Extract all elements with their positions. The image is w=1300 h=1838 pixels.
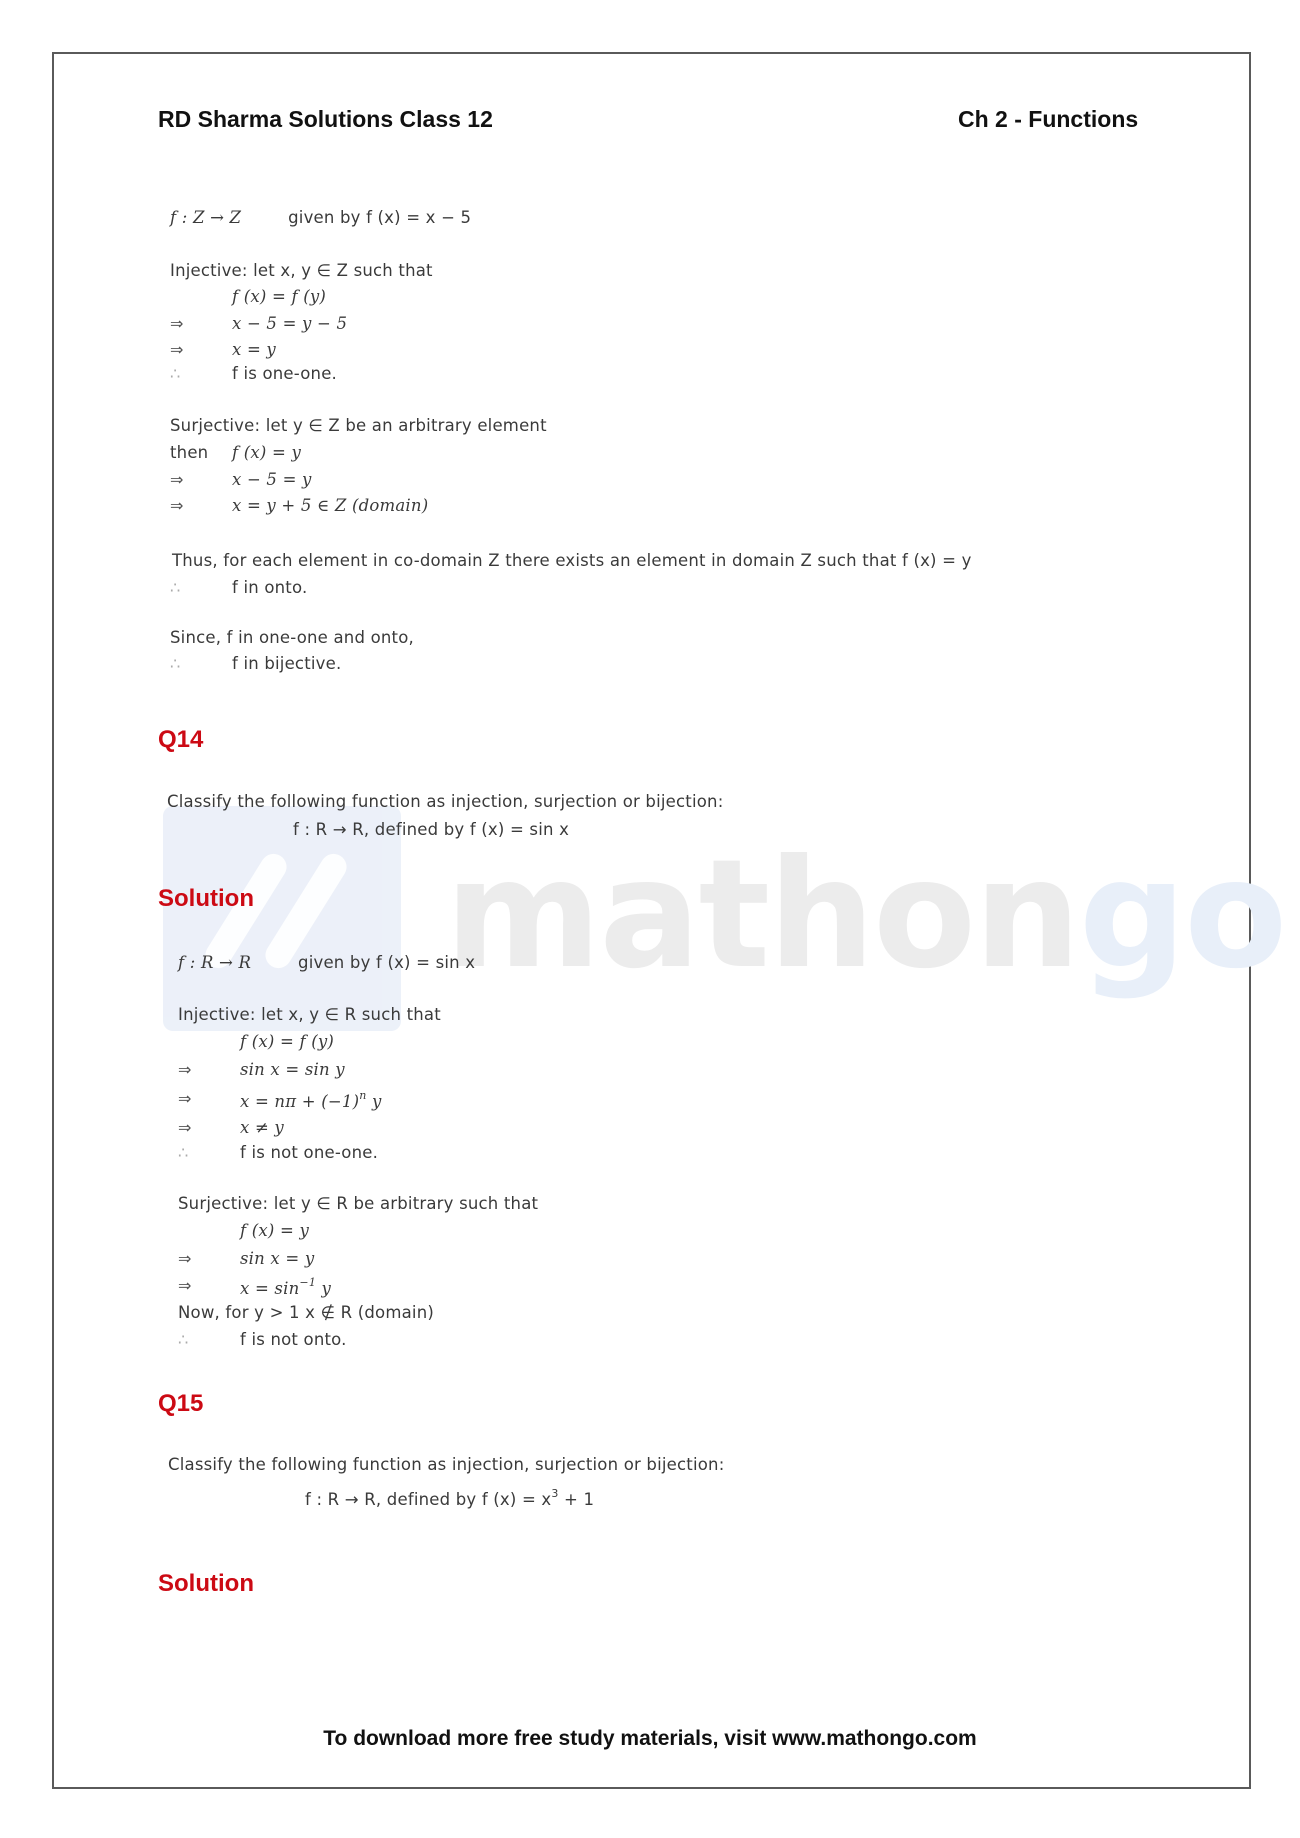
q14-inj-step-1: f (x) = f (y) bbox=[240, 1032, 334, 1051]
q13-onto-conclusion: f in onto. bbox=[232, 578, 308, 597]
therefore-icon: ∴ bbox=[170, 654, 181, 673]
q14-surj-step-3-base: x = sin bbox=[240, 1279, 300, 1298]
q14-inj-step-3-tail: y bbox=[366, 1092, 382, 1111]
q13-surj-step-1: x − 5 = y bbox=[232, 470, 312, 489]
q14-inj-step-3-base: x = nπ + (−1) bbox=[240, 1092, 360, 1111]
q15-function bbox=[305, 1487, 594, 1509]
q15-solution-label: Solution bbox=[158, 1570, 254, 1597]
q13-surjective-intro: Surjective: let y ∈ Z be an arbitrary element bbox=[170, 416, 547, 435]
q13-definition bbox=[170, 208, 471, 227]
q14-injective-intro: Injective: let x, y ∈ R such that bbox=[178, 1005, 441, 1024]
q14-surj-step-1: f (x) = y bbox=[240, 1221, 309, 1240]
q13-given: given by f (x) = x − 5 bbox=[288, 208, 472, 227]
q14-surj-step-3-tail: y bbox=[316, 1279, 331, 1298]
q13-inj-conclusion: f is one-one. bbox=[232, 364, 337, 383]
q13-then-expr: f (x) = y bbox=[232, 443, 301, 462]
watermark-logo-box bbox=[163, 806, 401, 1031]
q14-question: Classify the following function as injection, surjection or bijection: bbox=[167, 792, 724, 811]
therefore-icon: ∴ bbox=[178, 1330, 189, 1349]
watermark-text bbox=[445, 828, 1286, 1002]
q13-since-statement: Since, f in one-one and onto, bbox=[170, 628, 414, 647]
q13-bijective-conclusion: f in bijective. bbox=[232, 654, 342, 673]
therefore-icon: ∴ bbox=[170, 578, 181, 597]
q15-function-base: f : R → R, defined by f (x) = x bbox=[305, 1490, 552, 1509]
q13-thus-statement: Thus, for each element in co-domain Z there exists an element in domain Z such that f (x) = y bbox=[172, 551, 972, 570]
q14-inj-step-4: x ≠ y bbox=[240, 1118, 284, 1137]
q14-map: f : R → R bbox=[178, 953, 252, 972]
implies-icon: ⇒ bbox=[170, 496, 184, 515]
header-book-title: RD Sharma Solutions Class 12 bbox=[158, 106, 493, 132]
q14-now-statement: Now, for y > 1 x ∉ R (domain) bbox=[178, 1303, 434, 1322]
q14-definition bbox=[178, 953, 475, 972]
q13-then-label: then bbox=[170, 443, 209, 462]
implies-icon: ⇒ bbox=[170, 470, 184, 489]
q14-surj-step-2: sin x = y bbox=[240, 1249, 315, 1268]
therefore-icon: ∴ bbox=[170, 364, 181, 383]
q14-inj-step-3 bbox=[240, 1089, 381, 1111]
implies-icon: ⇒ bbox=[178, 1249, 192, 1268]
q14-label: Q14 bbox=[158, 726, 204, 753]
q14-function: f : R → R, defined by f (x) = sin x bbox=[293, 820, 570, 839]
q14-surj-step-3-sup: −1 bbox=[299, 1276, 317, 1289]
q13-inj-step-3: x = y bbox=[232, 340, 276, 359]
q13-injective-intro: Injective: let x, y ∈ Z such that bbox=[170, 261, 433, 280]
q15-question: Classify the following function as injection, surjection or bijection: bbox=[168, 1455, 725, 1474]
q15-function-tail: + 1 bbox=[558, 1490, 595, 1509]
q14-inj-step-3-sup: n bbox=[359, 1089, 367, 1102]
q14-surj-step-3 bbox=[240, 1276, 331, 1298]
q13-surj-step-2: x = y + 5 ∈ Z (domain) bbox=[232, 496, 429, 515]
q14-solution-label: Solution bbox=[158, 885, 254, 912]
implies-icon: ⇒ bbox=[178, 1118, 192, 1137]
q13-inj-step-2: x − 5 = y − 5 bbox=[232, 314, 348, 333]
q14-given: given by f (x) = sin x bbox=[298, 953, 476, 972]
implies-icon: ⇒ bbox=[170, 340, 184, 359]
implies-icon: ⇒ bbox=[170, 314, 184, 333]
q14-inj-step-2: sin x = sin y bbox=[240, 1060, 345, 1079]
q14-surjective-intro: Surjective: let y ∈ R be arbitrary such that bbox=[178, 1194, 539, 1213]
q14-surj-conclusion: f is not onto. bbox=[240, 1330, 347, 1349]
q14-inj-conclusion: f is not one-one. bbox=[240, 1143, 379, 1162]
watermark-text-light: go bbox=[1078, 828, 1286, 1002]
implies-icon: ⇒ bbox=[178, 1060, 192, 1079]
implies-icon: ⇒ bbox=[178, 1089, 192, 1108]
watermark-text-dark: mathon bbox=[445, 828, 1079, 1002]
therefore-icon: ∴ bbox=[178, 1143, 189, 1162]
implies-icon: ⇒ bbox=[178, 1276, 192, 1295]
q15-function-exponent: 3 bbox=[551, 1487, 559, 1500]
header-chapter-title: Ch 2 - Functions bbox=[958, 106, 1139, 132]
footer-promo-text: To download more free study materials, visit www.mathongo.com bbox=[323, 1727, 977, 1750]
q13-inj-step-1: f (x) = f (y) bbox=[232, 287, 326, 306]
q15-label: Q15 bbox=[158, 1390, 204, 1417]
q13-map: f : Z → Z bbox=[170, 208, 242, 227]
